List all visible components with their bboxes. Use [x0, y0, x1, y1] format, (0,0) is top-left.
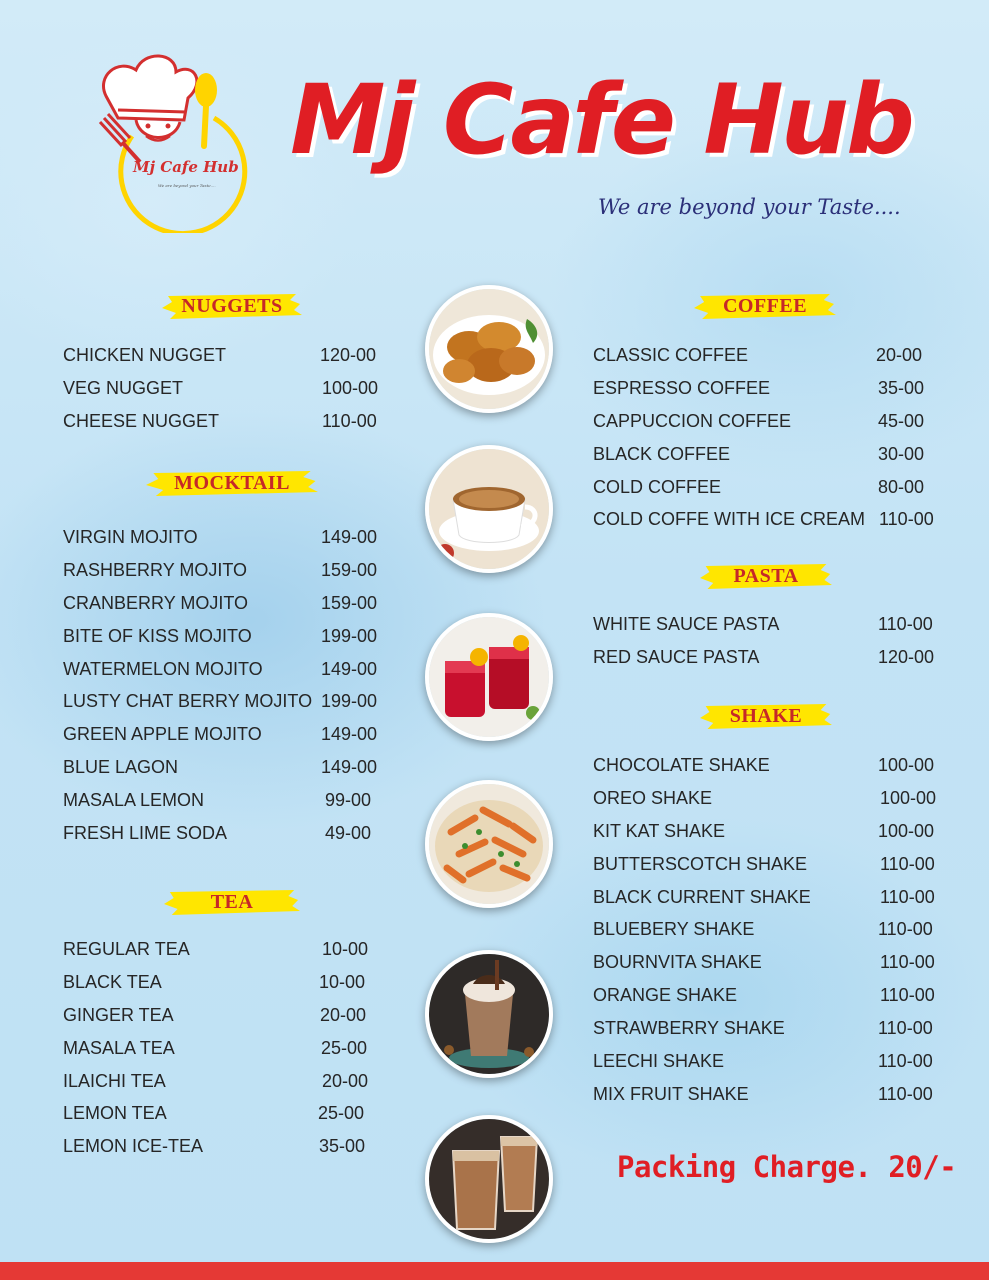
tagline: We are beyond your Taste....	[598, 195, 901, 219]
menu-item	[63, 724, 393, 757]
item-name: ORANGE SHAKE	[593, 985, 738, 1006]
menu-item	[63, 560, 393, 593]
menu-item	[593, 887, 953, 920]
menu-item	[63, 593, 393, 626]
item-price: 110-00	[878, 1083, 933, 1104]
pasta-photo	[425, 780, 553, 908]
item-price: 159-00	[321, 559, 378, 580]
menu-item	[593, 477, 953, 510]
item-name: CHICKEN NUGGET	[63, 345, 227, 365]
menu-item	[63, 790, 393, 823]
item-name: CAPPUCCION COFFEE	[593, 410, 792, 431]
nuggets-list	[63, 345, 393, 444]
pasta-title: PASTA	[733, 564, 799, 587]
item-name: COLD COFFEE	[593, 476, 722, 497]
menu-item	[593, 952, 953, 985]
item-name: RED SAUCE PASTA	[593, 646, 760, 667]
item-price: 110-00	[878, 919, 933, 940]
item-name: GREEN APPLE MOJITO	[63, 724, 262, 745]
chef-logo-icon	[96, 48, 256, 233]
coffee-cup-photo	[425, 445, 553, 573]
menu-item	[593, 755, 953, 788]
item-price: 149-00	[321, 724, 378, 745]
menu-item	[593, 1018, 953, 1051]
item-name: REGULAR TEA	[63, 939, 190, 959]
menu-item	[593, 411, 953, 444]
nuggets-icon	[429, 289, 549, 409]
menu-item	[63, 378, 393, 411]
menu-item	[63, 823, 393, 856]
menu-item	[593, 444, 953, 477]
item-price: 25-00	[318, 1103, 365, 1124]
mocktail-title: MOCKTAIL	[174, 471, 290, 494]
tea-list	[63, 939, 393, 1169]
shake-list	[593, 755, 953, 1117]
menu-item	[63, 1005, 393, 1038]
item-name: BUTTERSCOTCH SHAKE	[593, 853, 808, 874]
item-name: VIRGIN MOJITO	[63, 527, 198, 547]
menu-item	[593, 1084, 953, 1117]
item-price: 110-00	[880, 853, 935, 874]
mocktail-glasses-photo	[425, 613, 553, 741]
menu-item	[593, 788, 953, 821]
item-name: OREO SHAKE	[593, 787, 713, 808]
item-price: 110-00	[880, 886, 935, 907]
menu-item	[63, 757, 393, 790]
item-price: 199-00	[321, 625, 378, 646]
item-name: BOURNVITA SHAKE	[593, 952, 762, 973]
item-name: BLUEBERY SHAKE	[593, 919, 755, 940]
cafe-name-title: Mj Cafe Hub	[290, 64, 912, 176]
pasta-list	[593, 614, 953, 680]
item-name: STRAWBERRY SHAKE	[593, 1018, 785, 1039]
item-name: CLASSIC COFFEE	[593, 345, 749, 365]
cafe-logo	[96, 48, 256, 233]
item-name: LEECHI SHAKE	[593, 1051, 725, 1072]
item-price: 45-00	[878, 410, 925, 431]
item-name: COLD COFFE WITH ICE CREAM	[593, 509, 866, 530]
chocolate-shake-photo	[425, 950, 553, 1078]
item-price: 110-00	[880, 952, 935, 973]
item-name: GINGER TEA	[63, 1004, 174, 1025]
item-price: 99-00	[325, 790, 372, 811]
item-price: 100-00	[322, 377, 379, 398]
menu-item	[593, 919, 953, 952]
menu-item	[63, 972, 393, 1005]
coffee-header	[694, 291, 836, 321]
item-name: MASALA LEMON	[63, 790, 205, 811]
item-price: 35-00	[319, 1136, 366, 1157]
bottom-red-bar	[0, 1262, 989, 1280]
menu-item	[593, 854, 953, 887]
item-price: 10-00	[319, 971, 366, 992]
item-name: CHOCOLATE SHAKE	[593, 755, 770, 775]
menu-item	[63, 1103, 393, 1136]
item-name: CHEESE NUGGET	[63, 410, 220, 431]
item-price: 149-00	[321, 757, 378, 778]
item-price: 100-00	[880, 787, 937, 808]
item-name: BLACK TEA	[63, 971, 162, 992]
item-name: BLACK COFFEE	[593, 443, 731, 464]
menu-item	[63, 1038, 393, 1071]
item-price: 35-00	[878, 377, 925, 398]
item-price: 159-00	[321, 592, 378, 613]
item-name: MIX FRUIT SHAKE	[593, 1083, 749, 1104]
shake-header	[700, 701, 832, 731]
item-price: 20-00	[320, 1004, 367, 1025]
item-price: 10-00	[322, 939, 369, 959]
coffee-list	[593, 345, 953, 542]
item-name: LEMON TEA	[63, 1103, 167, 1124]
menu-item	[593, 345, 953, 378]
item-price: 110-00	[878, 1018, 933, 1039]
packing-charge-text: Packing Charge. 20/-	[617, 1150, 957, 1184]
nuggets-header	[162, 291, 302, 321]
item-price: 80-00	[878, 476, 925, 497]
item-price: 110-00	[880, 985, 935, 1006]
mocktail-header	[146, 468, 318, 498]
item-price: 199-00	[321, 691, 378, 712]
item-price: 20-00	[876, 345, 923, 365]
item-price: 149-00	[321, 527, 378, 547]
pasta-header	[700, 561, 832, 591]
menu-item	[593, 378, 953, 411]
menu-item	[593, 1051, 953, 1084]
coffee-cup-icon	[429, 449, 549, 569]
logo-tagline: We are beyond your Taste....	[158, 183, 216, 188]
item-price: 149-00	[321, 658, 378, 679]
menu-item	[593, 647, 953, 680]
item-name: MASALA TEA	[63, 1037, 175, 1058]
item-price: 49-00	[325, 823, 372, 844]
item-price: 100-00	[878, 755, 935, 775]
menu-item	[63, 411, 393, 444]
tea-header	[164, 887, 300, 917]
pasta-icon	[429, 784, 549, 904]
tea-title: TEA	[210, 890, 254, 913]
item-name: ILAICHI TEA	[63, 1070, 166, 1091]
item-name: BLACK CURRENT SHAKE	[593, 886, 811, 907]
item-name: BITE OF KISS MOJITO	[63, 625, 252, 646]
shake-title: SHAKE	[729, 704, 803, 727]
item-name: KIT KAT SHAKE	[593, 820, 726, 841]
logo-text: Mj Cafe Hub	[133, 158, 239, 176]
menu-item	[63, 626, 393, 659]
item-price: 110-00	[878, 614, 933, 634]
item-price: 30-00	[878, 443, 925, 464]
menu-item	[63, 345, 393, 378]
item-price: 110-00	[878, 1051, 933, 1072]
item-name: CRANBERRY MOJITO	[63, 592, 249, 613]
menu-item	[593, 985, 953, 1018]
mocktail-glasses-icon	[429, 617, 549, 737]
menu-item	[63, 527, 393, 560]
menu-item	[63, 939, 393, 972]
nuggets-title: NUGGETS	[181, 294, 283, 317]
chocolate-shake-icon	[429, 954, 549, 1074]
menu-item	[593, 509, 953, 542]
item-name: WATERMELON MOJITO	[63, 658, 263, 679]
item-price: 100-00	[878, 820, 935, 841]
item-name: ESPRESSO COFFEE	[593, 377, 771, 398]
item-name: BLUE LAGON	[63, 757, 179, 778]
item-price: 110-00	[879, 509, 934, 530]
menu-item	[63, 1136, 393, 1169]
menu-item	[63, 691, 393, 724]
item-name: LEMON ICE-TEA	[63, 1136, 204, 1157]
chai-glasses-icon	[429, 1119, 549, 1239]
mocktail-list	[63, 527, 393, 856]
menu-item	[593, 821, 953, 854]
menu-item	[63, 1071, 393, 1104]
chai-glasses-photo	[425, 1115, 553, 1243]
item-price: 25-00	[321, 1037, 368, 1058]
item-name: RASHBERRY MOJITO	[63, 559, 248, 580]
item-name: FRESH LIME SODA	[63, 823, 228, 844]
coffee-title: COFFEE	[722, 294, 808, 317]
menu-item	[593, 614, 953, 647]
item-name: VEG NUGGET	[63, 377, 184, 398]
item-price: 20-00	[322, 1070, 369, 1091]
nuggets-photo	[425, 285, 553, 413]
menu-item	[63, 659, 393, 692]
item-price: 110-00	[322, 410, 377, 431]
item-price: 120-00	[878, 646, 935, 667]
item-name: WHITE SAUCE PASTA	[593, 614, 780, 634]
item-price: 120-00	[320, 345, 377, 365]
item-name: LUSTY CHAT BERRY MOJITO	[63, 691, 313, 712]
